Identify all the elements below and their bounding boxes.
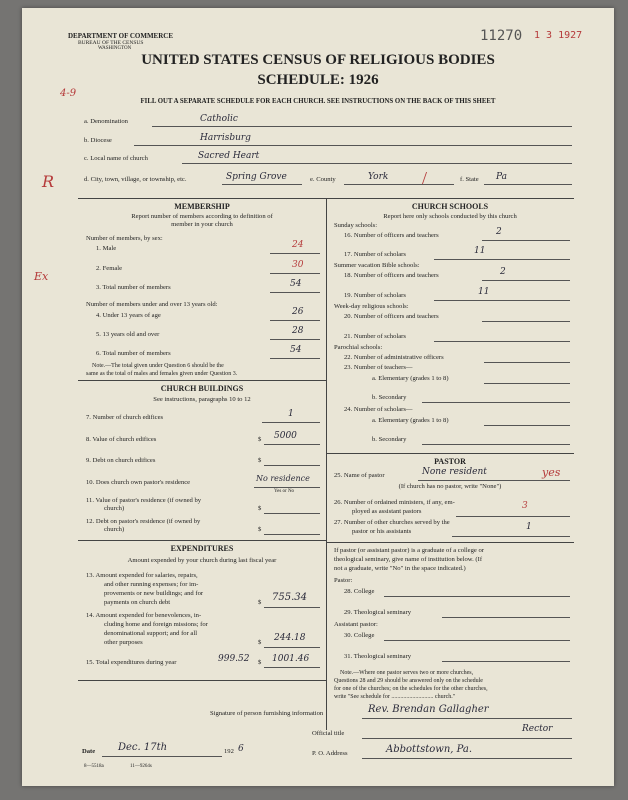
form-title: UNITED STATES CENSUS OF RELIGIOUS BODIES (141, 52, 495, 68)
local-name-value: Sacred Heart (198, 151, 260, 161)
q10-value: No residence (256, 474, 310, 483)
q12-dollar: $ (258, 526, 262, 533)
parochial-schools-label: Parochial schools: (334, 344, 383, 351)
q27-value: 1 (526, 522, 532, 532)
q18-label: 18. Number of officers and teachers (344, 272, 439, 279)
q13-label-3: provements or new buildings; and for (104, 590, 204, 597)
q22-label: 22. Number of administrative officers (344, 354, 444, 361)
membership-note-2: same as the total of males and females given under Question 3. (86, 371, 238, 377)
stamp-number: 11270 (480, 28, 523, 44)
county-value: York (368, 172, 389, 182)
q8-label: 8. Value of church edifices (86, 436, 157, 443)
pastor-note-2: Questions 28 and 29 should be answered only on the schedule (334, 678, 483, 684)
q14-dollar: $ (258, 639, 262, 646)
print-number: 11—9264s (130, 764, 152, 769)
assistant-sublabel: Assistant pastor: (334, 621, 378, 628)
q24a-label: a. Elementary (grades 1 to 8) (372, 417, 449, 424)
graduate-note: If pastor (or assistant pastor) is a graduate of a college or (334, 547, 484, 554)
instruction-line: FILL OUT A SEPARATE SCHEDULE FOR EACH CHURCH. SEE INSTRUCTIONS ON THE BACK OF THIS SHEET (140, 98, 496, 105)
date-label: Date (82, 748, 96, 755)
pastor-heading: PASTOR (434, 457, 466, 466)
q11-label-2: church) (104, 505, 125, 512)
q17-value: 11 (474, 246, 486, 256)
q11-dollar: $ (258, 505, 262, 512)
q7-value: 1 (288, 409, 294, 419)
summer-schools-label: Summer vacation Bible schools: (334, 262, 420, 269)
q26-value: 3 (522, 501, 528, 511)
q14-value: 244.18 (274, 633, 306, 643)
q23b-label: b. Secondary (372, 394, 407, 401)
q3-total-value: 54 (290, 279, 302, 289)
q14-label-3: denominational support; and for all (104, 630, 198, 637)
red-check-mark-icon: / (422, 168, 428, 188)
q13-label-2: and other running expenses; for im- (104, 581, 199, 588)
graduate-note-3: not a graduate, write "No" in the space indicated.) (334, 565, 466, 572)
city-field-value: Spring Grove (226, 172, 287, 182)
margin-mark-ex: Ex (34, 270, 49, 283)
year-prefix: 192 (224, 748, 234, 755)
stamp-date: 1 3 1927 (534, 30, 583, 41)
q15-label: 15. Total expenditures during year (86, 659, 177, 666)
schedule-title: SCHEDULE: 1926 (257, 72, 379, 88)
graduate-note-2: theological seminary, give name of institution below. (If (334, 556, 483, 563)
corner-note: 4-9 (60, 88, 77, 99)
membership-note: Note.—The total given under Question 6 should be the (92, 363, 224, 369)
signature-value: Rev. Brendan Gallagher (368, 704, 489, 715)
q29-label: 29. Theological seminary (344, 609, 412, 616)
q28-label: 28. College (344, 588, 375, 595)
city-field-label: d. City, town, village, or township, etc. (84, 176, 187, 183)
q19-label: 19. Number of scholars (344, 292, 406, 299)
q13-label: 13. Amount expended for salaries, repairs, (86, 572, 198, 579)
q27-label: 27. Number of other churches served by the (334, 519, 450, 526)
county-label: e. County (310, 176, 336, 183)
city-label: WASHINGTON (98, 46, 132, 51)
q6-total-value: 54 (290, 345, 302, 355)
expenditures-heading: EXPENDITURES (170, 544, 234, 553)
q7-label: 7. Number of church edifices (86, 414, 164, 421)
diocese-value: Harrisburg (200, 133, 251, 143)
q3-total-label: 3. Total number of members (96, 284, 171, 291)
q1-male-label: 1. Male (96, 245, 117, 252)
denomination-value: Catholic (200, 114, 238, 124)
q15-value-2: 1001.46 (272, 654, 310, 664)
state-value: Pa (496, 172, 508, 182)
q1-male-value: 24 (292, 240, 304, 250)
department-label: DEPARTMENT OF COMMERCE (68, 32, 174, 40)
q27-label-2: pastor or his assistants (352, 528, 412, 535)
official-title-label: Official title (312, 730, 345, 737)
q8-dollar: $ (258, 436, 262, 443)
yes-no-hint: Yes or No (274, 489, 295, 494)
q25-value: None resident (422, 467, 487, 477)
q13-value: 755.34 (272, 592, 307, 603)
q9-dollar: $ (258, 457, 262, 464)
q15-value: 999.52 (218, 654, 250, 664)
q25-note: (If church has no pastor, write "None") (398, 483, 502, 490)
denomination-label: a. Denomination (84, 118, 128, 125)
q24-label: 24. Number of scholars— (344, 406, 413, 413)
q31-label: 31. Theological seminary (344, 653, 412, 660)
po-address-label: P. O. Address (312, 750, 348, 757)
q9-label: 9. Debt on church edifices (86, 457, 156, 464)
q12-label: 12. Debt on pastor's residence (if owned by (86, 518, 201, 525)
q8-value: 5000 (274, 431, 297, 441)
q13-label-4: payments on church debt (104, 599, 171, 606)
q20-label: 20. Number of officers and teachers (344, 313, 439, 320)
margin-mark-r: R (42, 172, 55, 191)
pastor-sublabel: Pastor: (334, 577, 353, 584)
po-address-value: Abbottstown, Pa. (386, 744, 473, 755)
church-buildings-heading: CHURCH BUILDINGS (160, 384, 244, 393)
q11-label: 11. Value of pastor's residence (if owned by (86, 497, 202, 504)
membership-intro: Report number of members according to definition of (131, 213, 273, 220)
church-schools-intro: Report here only schools conducted by this church (383, 213, 517, 220)
q21-label: 21. Number of scholars (344, 333, 406, 340)
q18-value: 2 (500, 267, 506, 277)
q14-label: 14. Amount expended for benevolences, in- (86, 612, 202, 619)
local-name-label: c. Local name of church (84, 155, 148, 162)
q4-under13-label: 4. Under 13 years of age (96, 312, 161, 319)
pastor-note: Note.—Where one pastor serves two or more churches, (340, 670, 474, 676)
q19-value: 11 (478, 287, 490, 297)
sunday-schools-label: Sunday schools: (334, 222, 378, 229)
state-label: f. State (460, 176, 479, 183)
q6-total-label: 6. Total number of members (96, 350, 171, 357)
form-number: 8—5518a (84, 764, 104, 769)
q16-label: 16. Number of officers and teachers (344, 232, 439, 239)
q14-label-2: cluding home and foreign missions; for (104, 621, 208, 628)
signature-label: Signature of person furnishing information (210, 710, 324, 717)
expenditures-sub: Amount expended by your church during last fiscal year (127, 557, 277, 564)
q2-female-value: 30 (292, 260, 304, 270)
q4-under13-value: 26 (292, 307, 304, 317)
church-schools-heading: CHURCH SCHOOLS (411, 202, 489, 211)
q26-label: 26. Number of ordained ministers, if any, em- (334, 499, 455, 506)
q15-dollar: $ (258, 659, 262, 666)
q25-label: 25. Name of pastor (334, 472, 385, 479)
official-title-value: Rector (522, 724, 553, 734)
q23a-label: a. Elementary (grades 1 to 8) (372, 375, 449, 382)
q12-label-2: church) (104, 526, 125, 533)
membership-heading: MEMBERSHIP (174, 202, 230, 211)
q26-label-2: ployed as assistant pastors (352, 508, 422, 515)
q24b-label: b. Secondary (372, 436, 407, 443)
bureau-label: BUREAU OF THE CENSUS (78, 40, 144, 46)
q5-over13-label: 5. 13 years old and over (96, 331, 160, 338)
year-suffix: 6 (238, 744, 244, 754)
q30-label: 30. College (344, 632, 375, 639)
q25-mark: yes (542, 466, 561, 479)
q23-label: 23. Number of teachers— (344, 364, 413, 371)
census-schedule-sheet (22, 8, 614, 786)
membership-intro-2: member in your church (171, 221, 233, 228)
q10-label: 10. Does church own pastor's residence (86, 479, 191, 486)
by-sex-label: Number of members, by sex: (86, 235, 163, 242)
weekday-schools-label: Week-day religious schools: (334, 303, 409, 310)
q16-value: 2 (496, 227, 502, 237)
date-value: Dec. 17th (118, 742, 168, 753)
q2-female-label: 2. Female (96, 265, 123, 272)
q14-label-4: other purposes (104, 639, 143, 646)
diocese-label: b. Diocese (84, 137, 112, 144)
church-buildings-sub: See instructions, paragraphs 10 to 12 (153, 396, 251, 403)
q13-dollar: $ (258, 599, 262, 606)
q5-over13-value: 28 (292, 326, 304, 336)
q17-label: 17. Number of scholars (344, 251, 406, 258)
pastor-note-3: for one of the churches; on the schedules for the other churches, (334, 686, 488, 692)
pastor-note-4: write "See schedule for ............................ church." (334, 694, 456, 700)
age-intro-label: Number of members under and over 13 years old: (86, 301, 218, 308)
